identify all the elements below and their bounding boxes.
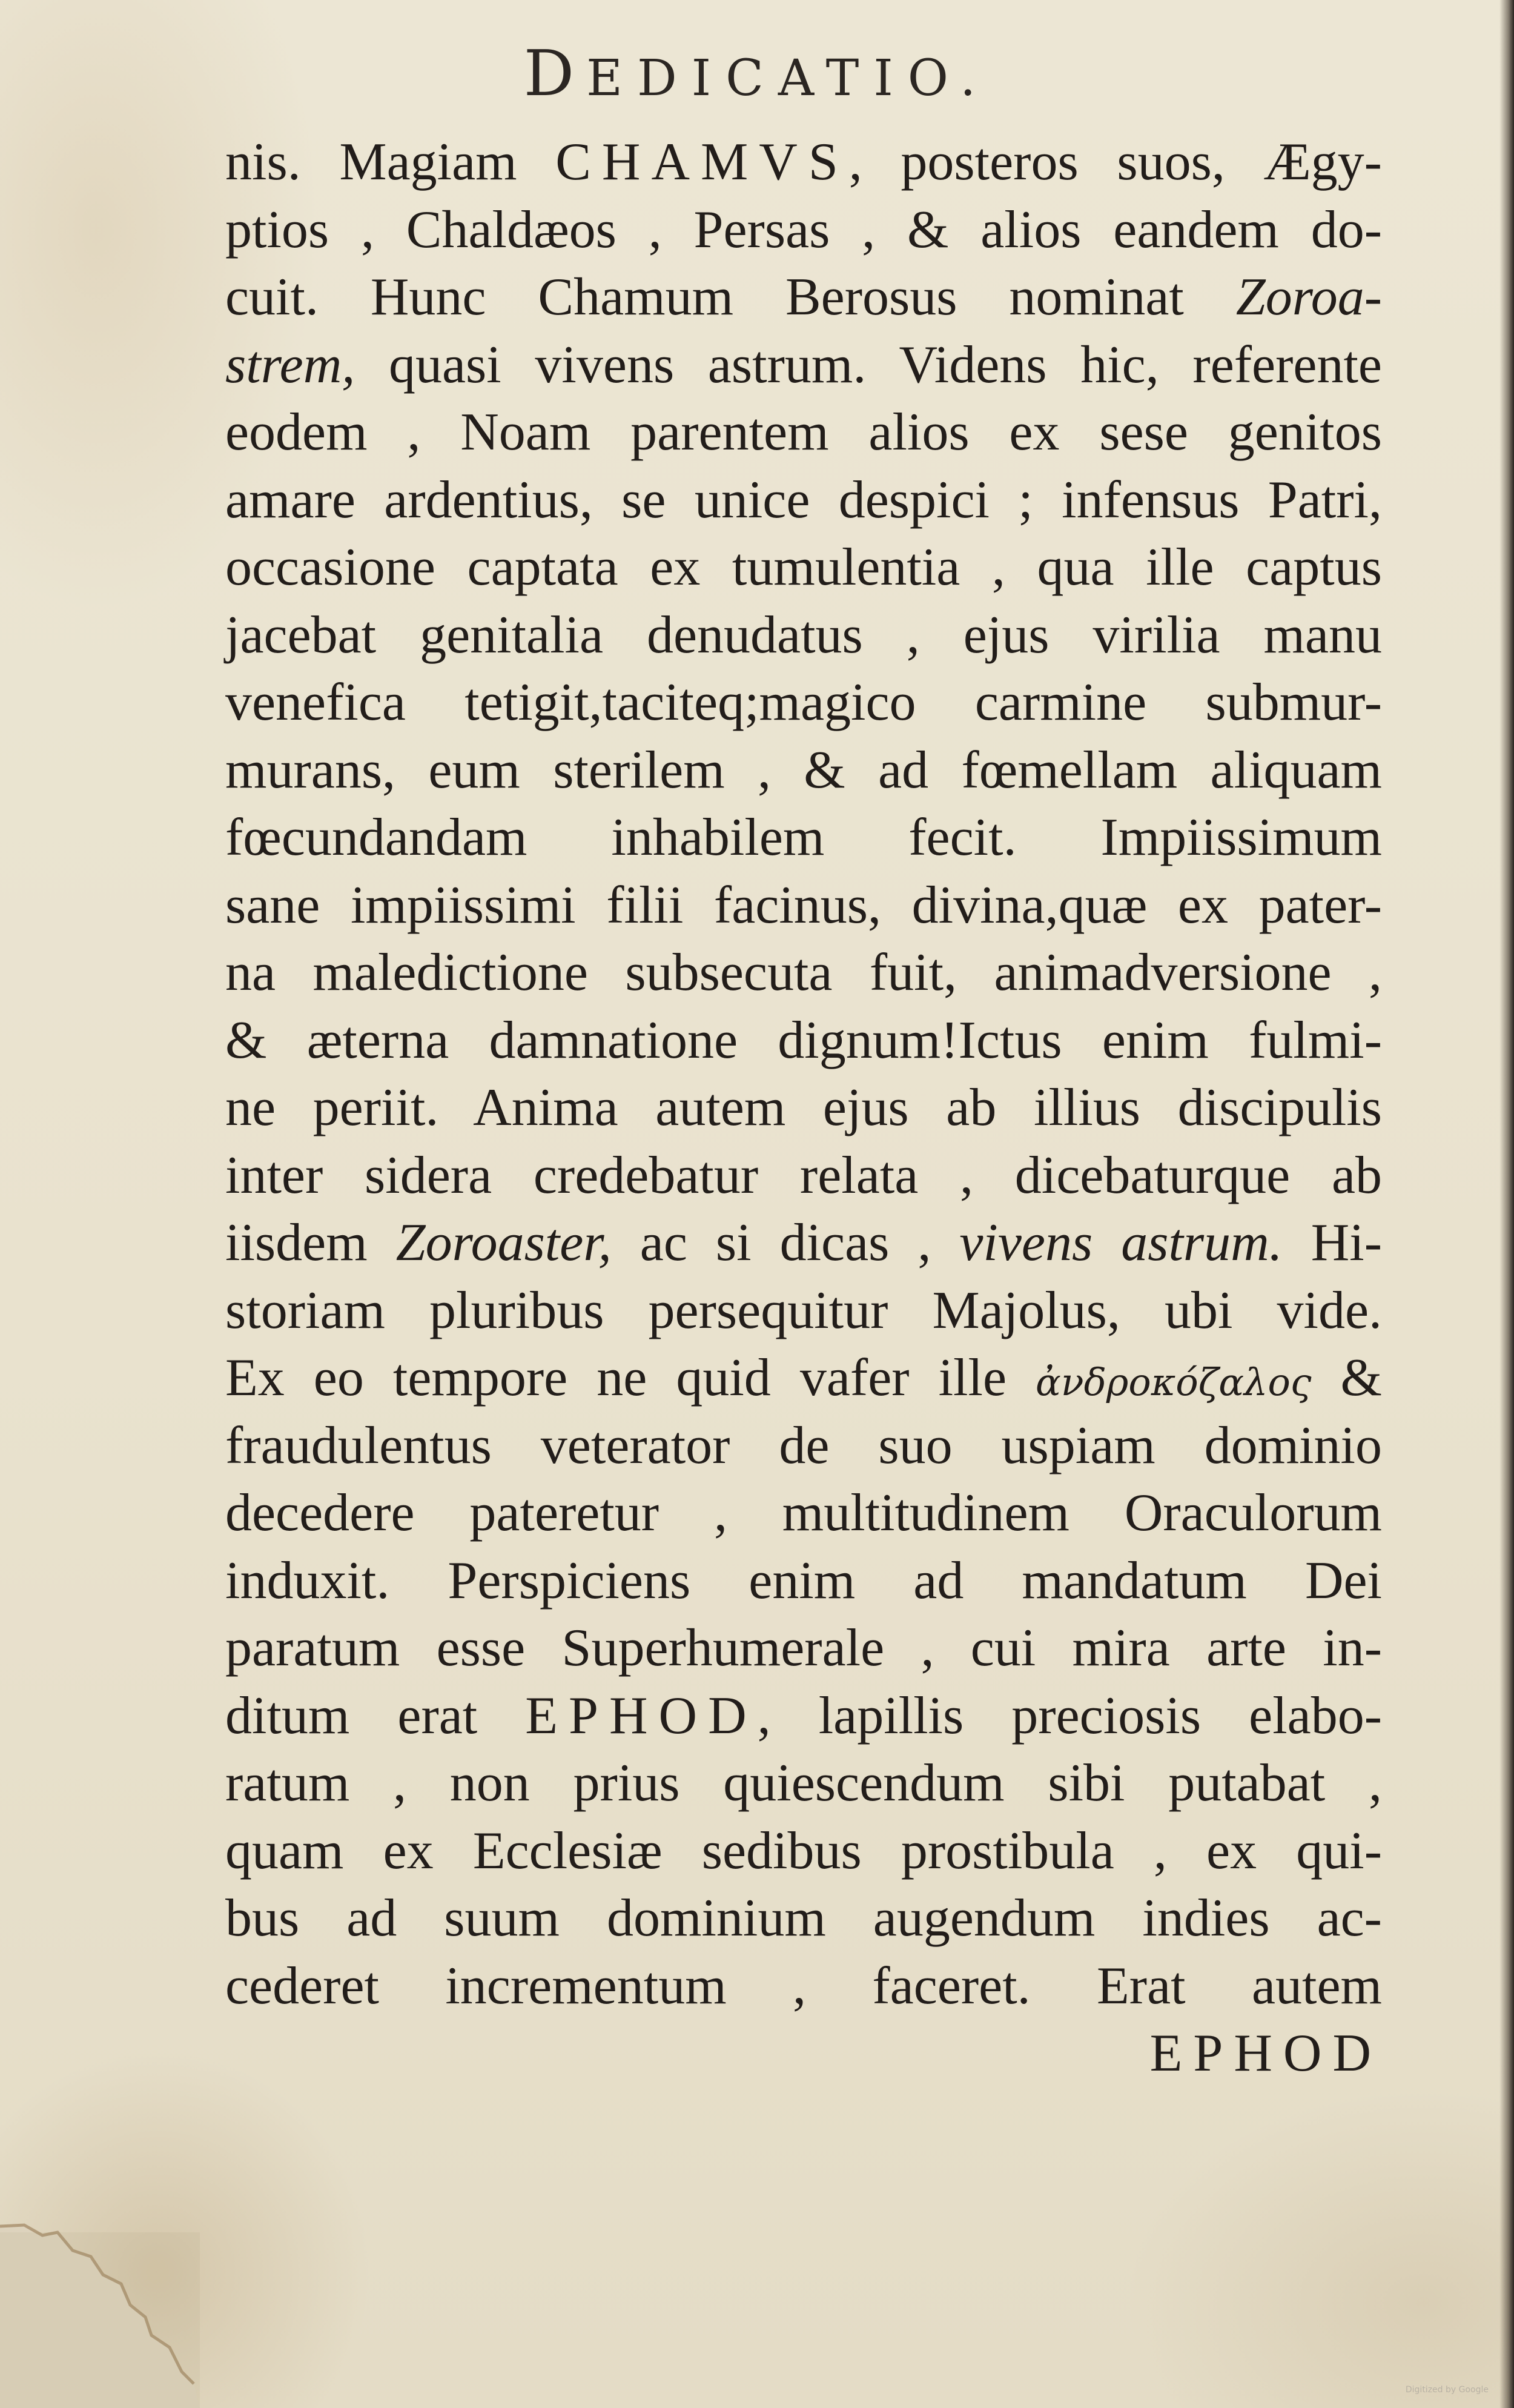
text-segment: quasi vivens astrum. Videns hic, referente xyxy=(355,335,1382,394)
page-edge-shadow xyxy=(1499,0,1514,2408)
text-line xyxy=(225,939,1382,1007)
text-segment: Ex eo tempore ne quid vafer ille xyxy=(225,1348,1036,1407)
footer-note: Digitized by Google xyxy=(1405,2385,1489,2395)
text-line xyxy=(225,1952,1382,2020)
torn-corner-stain xyxy=(0,2154,200,2408)
text-segment: fraudulentus veterator de suo uspiam dominio xyxy=(225,1416,1382,1475)
text-segment: & æterna damnatione dignum!Ictus enim fulmi- xyxy=(225,1010,1382,1070)
text-segment: & xyxy=(1311,1348,1383,1407)
text-line xyxy=(225,669,1382,737)
text-segment: occasione captata ex tumulentia , qua ille captus xyxy=(225,538,1382,597)
text-segment: ratum , non prius quiescendum sibi putabat , xyxy=(225,1754,1382,1813)
text-segment: bus ad suum dominium augendum indies ac- xyxy=(225,1889,1382,1948)
text-segment: paratum esse Superhumerale , cui mira arte in- xyxy=(225,1619,1382,1677)
text-line xyxy=(225,128,1382,196)
running-header-initial: D xyxy=(523,36,587,110)
text-segment: amare ardentius, se unice despici ; infensus Patri, xyxy=(225,470,1382,529)
text-segment: , posteros suos, Ægy- xyxy=(848,133,1382,191)
text-line xyxy=(225,1209,1382,1277)
text-segment: decedere pateretur , multitudinem Oraculorum xyxy=(225,1484,1382,1542)
text-segment: ditum erat xyxy=(225,1686,526,1745)
text-line xyxy=(225,1682,1382,1750)
text-segment: induxit. Perspiciens enim ad mandatum Dei xyxy=(225,1551,1382,1610)
text-segment: murans, eum sterilem , & ad fœmellam aliquam xyxy=(225,740,1382,800)
text-line xyxy=(225,1750,1382,1817)
text-segment: CHAMVS xyxy=(555,133,849,191)
body-text xyxy=(225,128,1382,2088)
text-segment: quam ex Ecclesiæ sedibus prostibula , ex qui- xyxy=(225,1821,1382,1880)
text-line xyxy=(225,1614,1382,1682)
text-line xyxy=(225,1344,1382,1412)
text-segment: ἀνδροκόζαλος xyxy=(1036,1360,1312,1404)
text-segment: ne periit. Anima autem ejus ab illius discipulis xyxy=(225,1078,1382,1137)
text-segment: , lapillis preciosis elabo- xyxy=(757,1686,1383,1745)
text-line xyxy=(225,737,1382,804)
text-line xyxy=(225,1412,1382,1480)
text-segment: Hi- xyxy=(1282,1213,1383,1272)
text-segment: cederet incrementum , faceret. Erat autem xyxy=(225,1956,1382,2015)
text-line xyxy=(225,1142,1382,1210)
text-line xyxy=(225,1817,1382,1885)
text-line xyxy=(225,399,1382,466)
text-line xyxy=(225,1885,1382,1952)
text-line xyxy=(225,1074,1382,1142)
running-header-rest: EDICATIO. xyxy=(586,50,991,107)
text-line xyxy=(225,331,1382,399)
text-line xyxy=(225,466,1382,534)
text-segment: ptios , Chaldæos , Persas , & alios eandem do- xyxy=(225,200,1382,259)
text-segment: venefica tetigit,taciteq;magico carmine submur- xyxy=(225,673,1382,732)
text-segment: sane impiissimi filii facinus, divina,quæ ex pater- xyxy=(225,875,1382,935)
text-segment: fœcundandam inhabilem fecit. Impiissimum xyxy=(225,808,1382,867)
text-segment: nis. Magiam xyxy=(225,133,556,191)
text-segment: inter sidera credebatur relata , dicebaturque ab xyxy=(225,1146,1382,1205)
text-line xyxy=(225,872,1382,940)
text-segment: Zoroaster, xyxy=(395,1213,612,1272)
text-line xyxy=(225,1547,1382,1615)
text-line xyxy=(225,1479,1382,1547)
text-segment: iisdem xyxy=(225,1213,396,1272)
text-segment: storiam pluribus persequitur Majolus, ubi vide. xyxy=(225,1281,1382,1340)
text-line xyxy=(225,1007,1382,1075)
text-line xyxy=(225,264,1382,331)
text-segment: vivens astrum. xyxy=(959,1213,1283,1272)
text-segment: Zoroa- xyxy=(1235,268,1382,327)
running-header xyxy=(0,36,1514,110)
text-line xyxy=(225,804,1382,872)
catchword: EPHOD xyxy=(1149,2024,1382,2083)
text-segment: strem, xyxy=(225,335,355,394)
text-line xyxy=(225,602,1382,669)
text-segment: ac si dicas , xyxy=(611,1213,960,1272)
text-line xyxy=(225,534,1382,602)
text-segment: jacebat genitalia denudatus , ejus virilia manu xyxy=(225,605,1382,665)
text-line xyxy=(225,1277,1382,1345)
text-segment: eodem , Noam parentem alios ex sese genitos xyxy=(225,403,1382,462)
text-line xyxy=(225,196,1382,264)
text-segment: na maledictione subsecuta fuit, animadversione , xyxy=(225,943,1382,1002)
text-segment: EPHOD xyxy=(525,1686,758,1745)
text-segment: cuit. Hunc Chamum Berosus nominat xyxy=(225,268,1236,327)
